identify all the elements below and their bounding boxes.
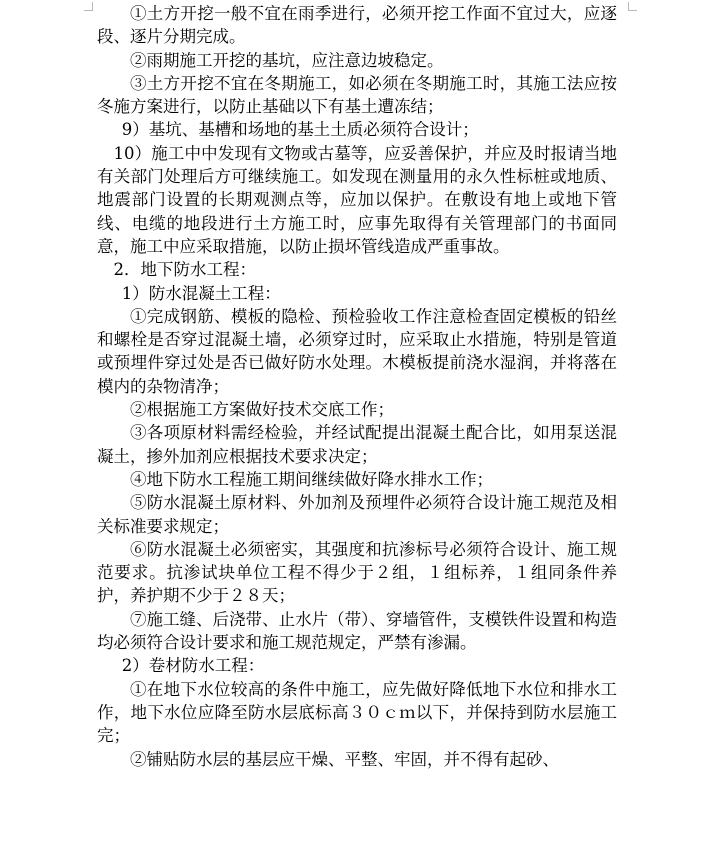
subheading-waterproof-concrete: 1）防水混凝土工程： bbox=[121, 283, 281, 303]
paragraph-groundwater-lowering: ①在地下水位较高的条件中施工，应先做好降低地下水位和排水工作，地下水位应降至防水层底标高３０ｃｍ以下，并保持到防水层施工完； bbox=[97, 679, 617, 746]
paragraph-material-compliance: ⑤防水混凝土原材料、外加剂及预埋件必须符合设计施工规范及相关标准要求规定； bbox=[97, 493, 617, 536]
paragraph-rainy-slope-stability: ②雨期施工开挖的基坑，应注意边坡稳定。 bbox=[130, 50, 444, 70]
top-right-margin-mark bbox=[628, 2, 637, 11]
paragraph-dewatering: ④地下防水工程施工期间继续做好降水排水工作； bbox=[130, 469, 493, 489]
top-left-margin-mark bbox=[84, 2, 93, 11]
subheading-membrane-waterproofing: 2）卷材防水工程： bbox=[121, 656, 265, 676]
paragraph-item-9: 9）基坑、基槽和场地的基土土质必须符合设计； bbox=[121, 120, 479, 140]
section-heading-underground-waterproofing: 2．地下防水工程： bbox=[113, 260, 256, 280]
paragraph-earthwork-rainy-season: ①土方开挖一般不宜在雨季进行，必须开挖工作面不宜过大，应逐段、逐片分期完成。 bbox=[97, 4, 617, 47]
paragraph-material-testing: ③各项原材料需经检验，并经试配提出混凝土配合比，如用泵送混凝土，掺外加剂应根据技术要求决定； bbox=[97, 423, 617, 466]
paragraph-item-10: 10）施工中中发现有文物或古墓等，应妥善保护，并应及时报请当地有关部门处理后方可继续施工。如发现在测量用的永久性标桩或地质、地震部门设置的长期观测点等，应加以保护。在敷设有地上或地下管线、电缆的地段进行土方施工时，应事先取得有关管理部门的书面同意，施工中应采取措施，以防止损坏管线造成严重事故。 bbox=[97, 143, 617, 256]
paragraph-concrete-density: ⑥防水混凝土必须密实，其强度和抗渗标号必须符合设计、施工规范要求。抗渗试块单位工程不得少于２组，１组标养，１组同条件养护，养护期不少于２８天； bbox=[97, 539, 617, 606]
paragraph-joints-no-leakage: ⑦施工缝、后浇带、止水片（带）、穿墙管件，支模铁件设置和构造均必须符合设计要求和施工规范规定，严禁有渗漏。 bbox=[97, 609, 617, 653]
paragraph-technical-briefing: ②根据施工方案做好技术交底工作； bbox=[130, 400, 394, 420]
paragraph-base-layer-requirements: ②铺贴防水层的基层应干燥、平整、牢固，并不得有起砂、 bbox=[130, 749, 559, 769]
paragraph-winter-earthwork: ③土方开挖不宜在冬期施工，如必须在冬期施工时，其施工法应按冬施方案进行，以防止基础以下有基土遭冻结； bbox=[97, 73, 617, 117]
paragraph-formwork-inspection: ①完成钢筋、模板的隐检、预检验收工作注意检查固定模板的铅丝和螺栓是否穿过混凝土墙，必须穿过时，应采取止水措施，特别是管道或预埋件穿过处是否已做好防水处理。木模板提前浇水湿润，并将落在模内的杂物清净； bbox=[97, 306, 617, 396]
document-body bbox=[97, 2, 617, 771]
